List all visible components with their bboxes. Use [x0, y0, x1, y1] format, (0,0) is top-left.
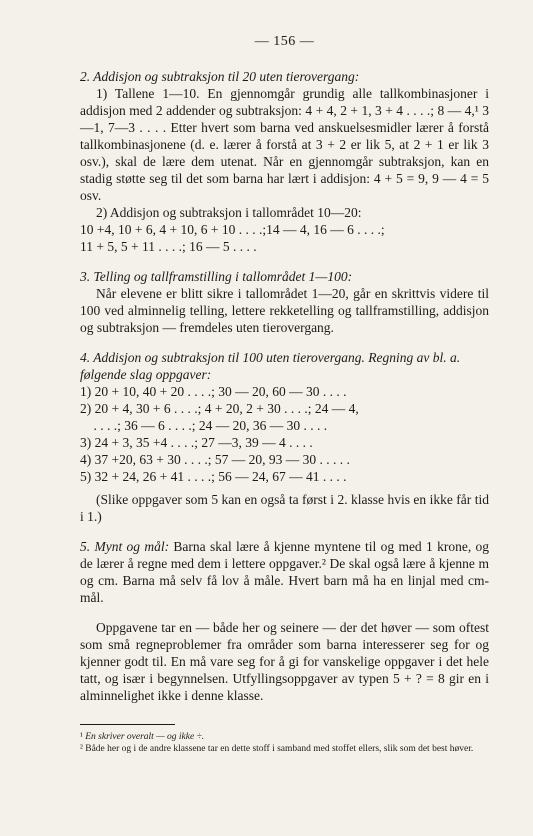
- section-number: 3.: [80, 269, 91, 284]
- section-heading: [80, 349, 489, 383]
- section-heading: [80, 268, 489, 285]
- section-heading: [80, 68, 489, 85]
- exercise-line: 5) 32 + 24, 26 + 41 . . . .; 56 — 24, 67 — 41 . . . .: [80, 469, 347, 484]
- section-title: Mynt og mål:: [94, 539, 170, 554]
- note-paragraph: (Slike oppgaver som 5 kan en også ta først i 2. klasse hvis en ikke får tid i 1.): [80, 492, 489, 524]
- section-title: Addisjon og subtraksjon til 20 uten tierovergang:: [93, 69, 360, 84]
- section-title: Telling og tallframstilling i tallområdet 1—100:: [93, 269, 353, 284]
- page-number: — 156 —: [254, 34, 315, 49]
- paragraph: 2) Addisjon og subtraksjon i tallområdet 10—20:: [96, 205, 362, 220]
- footnote-text: En skriver overalt — og ikke ÷.: [85, 732, 205, 742]
- section-4: [80, 349, 489, 525]
- exercise-line: 10 +4, 10 + 6, 4 + 10, 6 + 10 . . . .;14 — 4, 16 — 6 . . . .;: [80, 222, 385, 237]
- section-number: 4.: [80, 350, 91, 365]
- exercise-line: 3) 24 + 3, 35 +4 . . . .; 27 —3, 39 — 4 . . . .: [80, 435, 313, 450]
- section-body: Barna skal lære å kjenne myntene til og med 1 krone, og de lærer å regne med dem i lettere oppgaver.² De skal også lære å kjenne m og cm. Barna må selv få lov å måle. Hvert barn må ha en linjal med cm-mål.: [80, 539, 490, 605]
- section-number: 2.: [80, 69, 91, 84]
- exercise-line: 4) 37 +20, 63 + 30 . . . .; 57 — 20, 93 — 30 . . . . .: [80, 452, 350, 467]
- exercise-line: 1) 20 + 10, 40 + 20 . . . .; 30 — 20, 60 — 30 . . . .: [80, 384, 347, 399]
- paragraph: 1) Tallene 1—10. En gjennomgår grundig alle tallkombinasjoner i addisjon med 2 addender og subtraksjon: 4 + 4, 2 + 1, 3 + 4 . . . .; 8 — 4,¹ 3—1, 7—3 . . . . Etter hvert som barna ved anskuelsesmidler lærer å forstå tallkombinasjonene (d. e. lærer å forstå at 3 + 2 er lik 5, at 2 + 1 er lik 3 osv.), skal de lære dem utenat. Når en gjennomgår subtraksjon, kan en stadig støtte seg til det som barna har lært i addisjon: 4 + 5 = 9, 9 — 4 = 5 osv.: [80, 86, 489, 203]
- section-3: [80, 268, 489, 336]
- section-2: [80, 68, 489, 255]
- footnote-mark: ¹: [80, 732, 83, 742]
- footnote-mark: ²: [80, 744, 83, 754]
- paragraph: Når elevene er blitt sikre i tallområdet 1—20, går en skrittvis videre til 100 ved alminnelig telling, lettere rekketelling og tallframstilling, addisjon og subtraksjon — fremdeles uten tierovergang.: [80, 286, 489, 335]
- section-number: 5.: [80, 539, 91, 554]
- footnote-1: [80, 731, 489, 743]
- section-5-paragraph: [80, 538, 489, 606]
- footnote-2: [80, 743, 489, 755]
- exercise-line: . . . .; 36 — 6 . . . .; 24 — 20, 36 — 30 . . . .: [80, 418, 328, 433]
- section-title: Addisjon og subtraksjon til 100 uten tierovergang. Regning av bl. a. følgende slag oppgaver:: [80, 350, 461, 382]
- exercise-line: 2) 20 + 4, 30 + 6 . . . .; 4 + 20, 2 + 30 . . . .; 24 — 4,: [80, 401, 359, 416]
- exercise-line: 11 + 5, 5 + 11 . . . .; 16 — 5 . . . .: [80, 239, 257, 254]
- section-5: [80, 538, 489, 606]
- closing-paragraph: Oppgavene tar en — både her og seinere — der det høver — som oftest som små regneproblemer fra områder som barna interesserer seg for og kjenner godt til. En må vare seg for å gi for vanskelige oppgaver i det hele tatt, og især i begynnelsen. Utfyllingsoppgaver av typen 5 + ? = 8 gir en i alminnelighet ikke i denne klasse.: [80, 620, 489, 703]
- footnote-text: Både her og i de andre klassene tar en dette stoff i samband med stoffet ellers, slik som det best høver.: [85, 744, 474, 754]
- footnote-divider: [80, 724, 175, 725]
